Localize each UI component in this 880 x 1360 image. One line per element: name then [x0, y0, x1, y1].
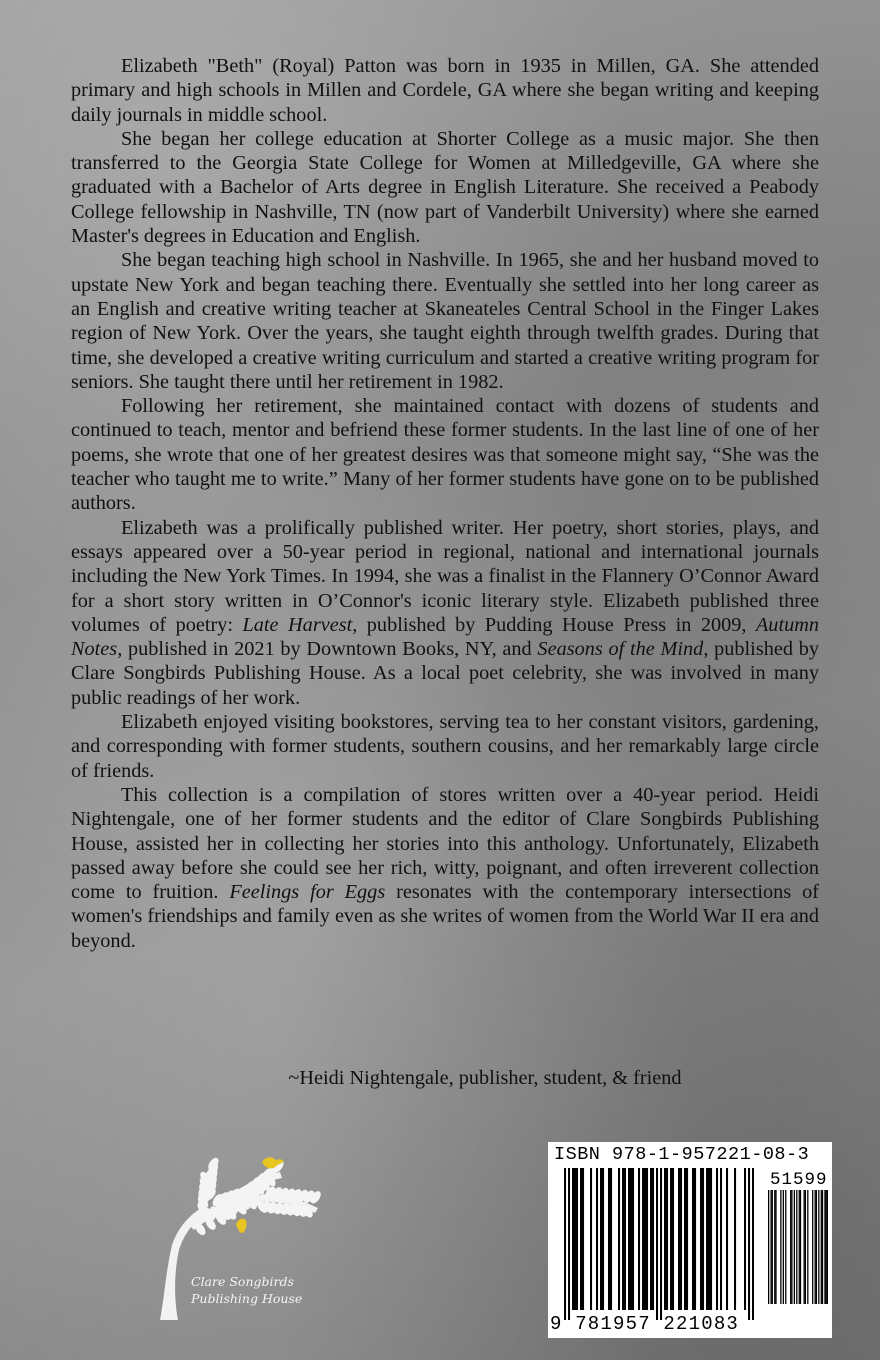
addon-bar	[821, 1190, 822, 1304]
addon-bar	[807, 1190, 808, 1304]
barcode-bar	[656, 1168, 658, 1320]
bio-text-run: Elizabeth enjoyed visiting bookstores, serving tea to her constant visitors, gardening, and corresponding with former students, southern cousins, and her remarkably large circle of friends.	[71, 711, 819, 782]
barcode-bar	[708, 1168, 710, 1310]
barcode-bar	[638, 1168, 640, 1310]
bio-paragraph	[71, 127, 819, 248]
barcode-bar	[752, 1168, 754, 1320]
barcode-bar	[720, 1168, 722, 1310]
addon-bar	[826, 1190, 827, 1304]
bio-paragraph	[71, 54, 819, 127]
isbn-barcode	[548, 1142, 832, 1338]
addon-bar	[791, 1190, 792, 1304]
barcode-bar	[744, 1168, 746, 1310]
addon-bar	[816, 1190, 817, 1304]
book-title: Autumn Notes,	[71, 613, 820, 661]
price-addon-bars	[768, 1190, 828, 1304]
addon-bar	[790, 1190, 791, 1304]
barcode-bar	[644, 1168, 646, 1310]
addon-bar	[783, 1190, 784, 1304]
barcode-bar	[618, 1168, 620, 1310]
author-bio-text	[71, 54, 819, 953]
barcode-bar	[628, 1168, 630, 1310]
ean-barcode-bars	[564, 1168, 754, 1320]
barcode-bar	[672, 1168, 674, 1310]
barcode-bar	[670, 1168, 672, 1310]
addon-bar	[804, 1190, 805, 1304]
barcode-bar	[692, 1168, 694, 1310]
bio-paragraph	[71, 710, 819, 783]
addon-bar	[780, 1190, 781, 1304]
publisher-name-line1: Clare Songbirds	[191, 1274, 294, 1289]
barcode-bar	[642, 1168, 644, 1310]
bio-text-run: She began teaching high school in Nashville. In 1965, she and her husband moved to upstate New York and began teaching there. Eventually she settled into her long career as an English and creative writing teacher at Skaneateles Central School in the Finger Lakes region of New York. Over the years, she taught eighth through twelfth grades. During that time, she developed a creative writing curriculum and started a creative writing program for seniors. She taught there until her retirement in 1982.	[71, 249, 819, 393]
bio-paragraph	[71, 394, 819, 515]
barcode-bar	[700, 1168, 702, 1310]
addon-bar	[785, 1190, 786, 1304]
barcode-bar	[710, 1168, 712, 1310]
barcode-bar	[716, 1168, 718, 1310]
bio-text-run: She began her college education at Shorter College as a music major. She then transferred to the Georgia State College for Women at Milledgeville, GA where she graduated with a Bachelor of Arts degree in English Literature. She received a Peabody College fellowship in Nashville, TN (now part of Vanderbilt University) where she earned Master's degrees in Education and English.	[71, 127, 819, 248]
publisher-logo	[148, 1150, 360, 1325]
addon-bar	[768, 1190, 769, 1304]
barcode-bar	[652, 1168, 654, 1310]
book-title: Late Harvest	[242, 613, 353, 636]
barcode-bar	[680, 1168, 682, 1310]
barcode-bar	[702, 1168, 704, 1310]
barcode-bar	[678, 1168, 680, 1310]
barcode-bar	[726, 1168, 728, 1310]
addon-bar	[815, 1190, 816, 1304]
barcode-bar	[574, 1168, 576, 1310]
addon-bar	[827, 1190, 828, 1304]
addon-bar	[818, 1190, 819, 1304]
barcode-bar	[610, 1168, 612, 1310]
bio-text-run: , published by Clare Songbirds Publishing House. As a local poet celebrity, she was involved in many public readings of her work.	[71, 638, 820, 709]
barcode-bar	[666, 1168, 668, 1310]
bio-text-run: , published by Pudding House Press in 2009,	[352, 613, 756, 636]
bio-text-run: Elizabeth was a prolifically published writer. Her poetry, short stories, plays, and essays appeared over a 50-year period in regional, national and international journals including the New York Times. In 1994, she was a finalist in the Flannery O’Connor Award for a short story written in O’Connor's iconic literary style. Elizabeth published three volumes of poetry:	[71, 516, 819, 636]
addon-bar	[812, 1190, 813, 1304]
bio-text-run: This collection is a compilation of stores written over a 40-year period. Heidi Nightengale, one of her former students and the editor of Clare Songbirds Publishing House, assisted her in collecting her stories into this anthology. Unfortunately, Elizabeth passed away before she could see her rich, witty, poignant, and often irreverent collection come to fruition.	[71, 783, 819, 904]
barcode-bar	[624, 1168, 626, 1310]
barcode-bar	[686, 1168, 688, 1310]
addon-bar	[775, 1190, 776, 1304]
barcode-bar	[734, 1168, 736, 1310]
addon-bar	[824, 1190, 825, 1304]
bio-text-run: Following her retirement, she maintained contact with dozens of students and continued to teach, mentor and befriend these former students. In the last line of one of her poems, she wrote that one of her greatest desires was that someone might say, “She was the teacher who taught me to write.” Many of her former students have gone on to be published authors.	[71, 395, 819, 515]
bio-paragraph	[71, 248, 819, 394]
barcode-bar	[748, 1168, 750, 1320]
addon-bar	[805, 1190, 806, 1304]
barcode-bar	[602, 1168, 604, 1310]
addon-bar	[799, 1190, 800, 1304]
barcode-bar	[576, 1168, 578, 1310]
signature-line: ~Heidi Nightengale, publisher, student, & friend	[288, 1067, 682, 1089]
barcode-bar	[664, 1168, 666, 1310]
barcode-bar	[630, 1168, 632, 1310]
barcode-bar	[582, 1168, 584, 1310]
addon-bar	[822, 1190, 823, 1304]
barcode-bar	[660, 1168, 662, 1320]
addon-bar	[774, 1190, 775, 1304]
barcode-bar	[590, 1168, 592, 1310]
barcode-bar	[580, 1168, 582, 1310]
barcode-bar	[646, 1168, 648, 1310]
addon-bar	[794, 1190, 795, 1304]
bio-text-run: published in 2021 by Downtown Books, NY, and	[122, 638, 538, 661]
barcode-bar	[564, 1168, 566, 1320]
publisher-name	[191, 1273, 311, 1307]
bio-text-run: Elizabeth "Beth" (Royal) Patton was born in 1935 in Millen, GA. She attended primary and high schools in Millen and Cordele, GA where she began writing and keeping daily journals in middle school.	[71, 55, 819, 126]
publisher-name-line2: Publishing House	[191, 1291, 303, 1306]
barcode-bar	[622, 1168, 624, 1310]
barcode-bar	[568, 1168, 570, 1320]
addon-bar	[800, 1190, 801, 1304]
price-code: 51599	[770, 1170, 828, 1190]
barcode-bar	[684, 1168, 686, 1310]
book-title: Seasons of the Mind	[537, 638, 704, 661]
barcode-bar	[608, 1168, 610, 1310]
book-title: Feelings for Eggs	[229, 881, 386, 904]
barcode-bar	[572, 1168, 574, 1310]
barcode-bar	[596, 1168, 598, 1310]
barcode-bar	[694, 1168, 696, 1310]
bio-paragraph	[71, 516, 819, 710]
addon-bar	[772, 1190, 773, 1304]
barcode-bar	[600, 1168, 602, 1310]
barcode-bar	[650, 1168, 652, 1310]
addon-bar	[796, 1190, 797, 1304]
addon-bar	[770, 1190, 771, 1304]
bio-text-run: resonates with the contemporary intersections of women's friendships and family even as she writes of women from the World War II era and beyond.	[71, 881, 819, 952]
bio-paragraph	[71, 783, 819, 953]
barcode-bar	[706, 1168, 708, 1310]
ean-digits: 9 781957 221083	[550, 1313, 740, 1335]
barcode-bar	[632, 1168, 634, 1310]
isbn-label: ISBN 978-1-957221-08-3	[554, 1144, 810, 1165]
